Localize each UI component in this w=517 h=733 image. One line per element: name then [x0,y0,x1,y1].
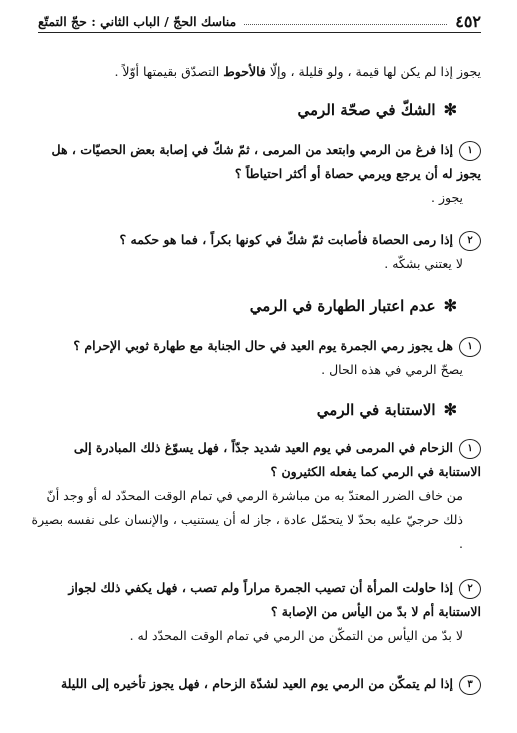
section-title: عدم اعتبار الطهارة في الرمي [249,296,436,315]
intro-text-a: يجوز إذا لم يكن لها قيمة ، ولو قليلة ، وإلّا [265,64,481,79]
qa-item [30,138,481,210]
question-text: الزحام في المرمى في يوم العيد شديد جدّاً ، فهل يسوّغ ذلك المبادرة إلى الاستنابة في الرمي كما يفعله الكثيرون ؟ [73,440,481,479]
section-heading-doubt [297,100,457,119]
qa-item [30,436,481,556]
header-leader-dots [244,18,447,25]
answer: يصحّ الرمي في هذه الحال . [321,362,463,377]
intro-paragraph [30,60,481,84]
question-number-badge: ٢ [459,579,481,599]
question [30,436,481,484]
star-ornament-icon: ✻ [443,400,457,419]
answer: لا بدّ من اليأس من التمكّن من الرمي في تمام الوقت المحدّد له . [129,628,463,643]
question-text: إذا لم يتمكّن من الرمي يوم العيد لشدّة الزحام ، فهل يجوز تأخيره إلى الليلة [60,676,453,691]
question-number-badge: ٢ [459,231,481,251]
answer: يجوز . [431,190,463,205]
question-number-badge: ٣ [459,675,481,695]
section-heading-purity [250,296,457,315]
running-title: مناسك الحجّ / الباب الثاني : حجّ التمتّع [38,13,237,29]
question [30,576,481,624]
qa-item [30,576,481,648]
qa-item [30,228,481,276]
answer: من خاف الضرر المعتدّ به من مباشرة الرمي في تمام الوقت المحدّد له أو وجد أنّ ذلك حرجيّ عليه بحدّ لا يتحمّل عادة ، جاز له أن يستنيب ، والإنسان على نفسه بصيرة . [31,488,463,551]
question-text: إذا رمى الحصاة فأصابت ثمّ شكّ في كونها بكراً ، فما هو حكمه ؟ [119,232,453,247]
intro-text-b: التصدّق بقيمتها أوّلاً . [114,64,224,79]
page-number: ٤٥٢ [455,11,481,31]
star-ornament-icon: ✻ [443,296,457,315]
page-header [38,10,481,33]
question-text: إذا حاولت المرأة أن تصيب الجمرة مراراً ولم تصب ، فهل يكفي ذلك لجواز الاستنابة أم لا بدّ من اليأس من الإصابة ؟ [68,580,481,619]
star-ornament-icon: ✻ [443,100,457,119]
question [30,672,481,696]
question [30,138,481,186]
question-number-badge: ١ [459,439,481,459]
question [30,228,481,252]
question-text: هل يجوز رمي الجمرة يوم العيد في حال الجنابة مع طهارة ثوبي الإحرام ؟ [73,338,453,353]
answer: لا يعتني بشكّه . [384,256,463,271]
qa-item [30,672,481,696]
intro-emphasis: فالأحوط [223,64,266,79]
section-title: الاستنابة في الرمي [316,400,436,419]
question [30,334,481,358]
question-number-badge: ١ [459,337,481,357]
question-text: إذا فرغ من الرمي وابتعد من المرمى ، ثمّ شكّ في إصابة بعض الحصيّات ، هل يجوز له أن يرجع ويرمي حصاة أو أكثر احتياطاً ؟ [51,142,481,181]
question-number-badge: ١ [459,141,481,161]
qa-item [30,334,481,382]
section-heading-deputy [317,400,457,419]
section-title: الشكّ في صحّة الرمي [297,100,436,119]
